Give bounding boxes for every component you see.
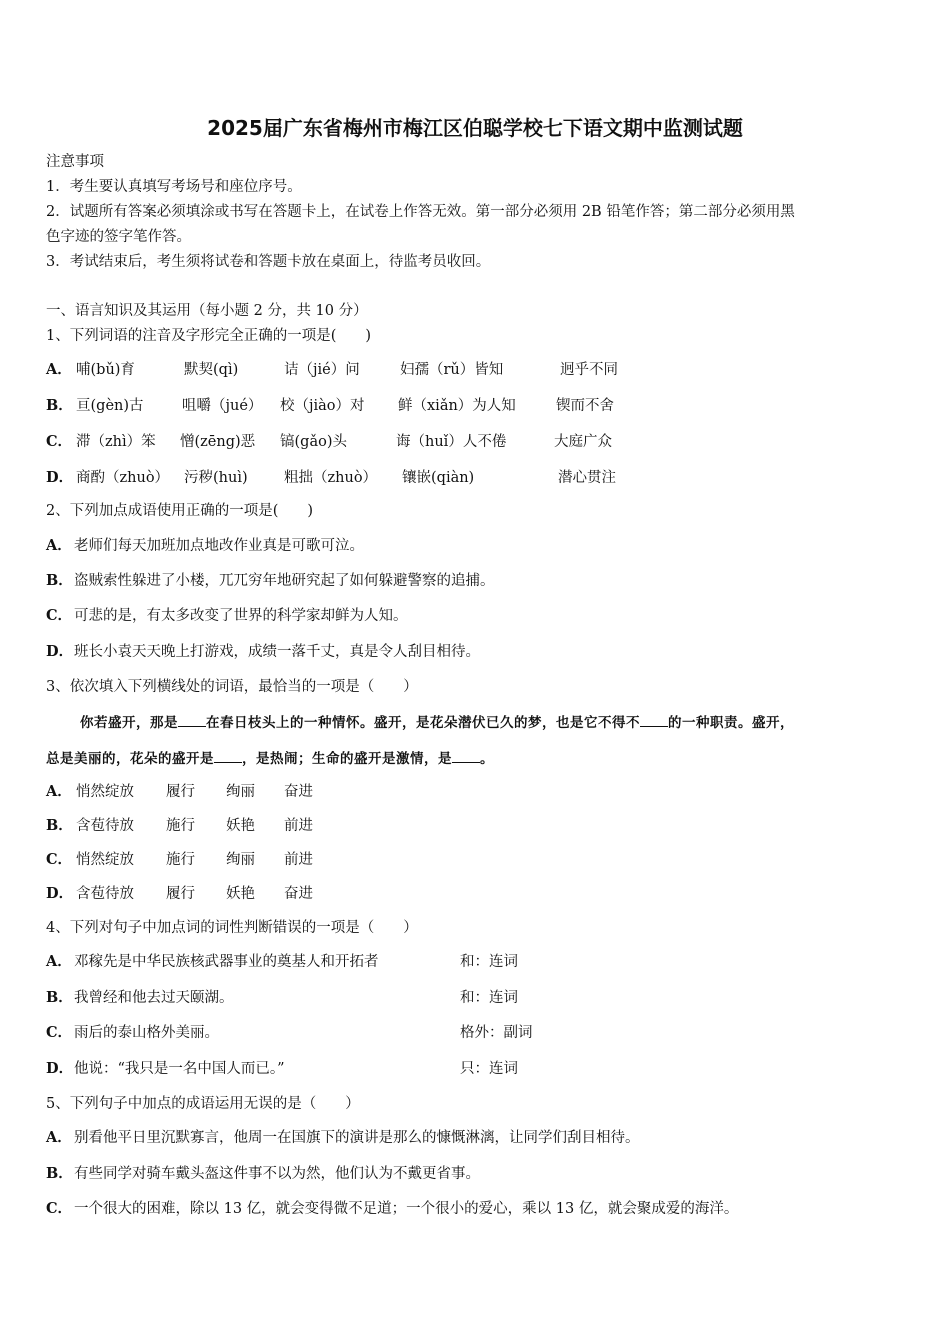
fill-blank <box>640 712 668 727</box>
option-item: 绚丽 <box>226 852 255 868</box>
q2-option-b <box>46 571 495 591</box>
option-item: 咀嚼（jué） <box>182 398 263 414</box>
option-label: B． <box>46 397 73 414</box>
option-text: 有些同学对骑车戴头盔这件事不以为然，他们认为不戴更省事。 <box>74 1166 480 1182</box>
option-text: 他说：“我只是一名中国人而已。” <box>74 1061 285 1077</box>
q5-option-a <box>46 1128 640 1148</box>
option-label: D． <box>46 643 74 660</box>
option-label: A． <box>46 537 72 554</box>
option-label: A． <box>46 1129 72 1146</box>
option-text: 老师们每天加班加点地改作业真是可歌可泣。 <box>74 538 364 554</box>
option-text: 邓稼先是中华民族核武器事业的奠基人和开拓者 <box>74 954 379 970</box>
option-item: 污秽(huì) <box>184 470 248 486</box>
question-stem: 2、下列加点成语使用正确的一项是( ) <box>46 503 314 519</box>
option-item: 履行 <box>166 784 195 800</box>
option-label: C． <box>46 433 73 450</box>
option-item: 施行 <box>166 818 195 834</box>
option-item: 履行 <box>166 886 195 902</box>
option-item: 奋进 <box>284 886 313 902</box>
option-text: 一个很大的困难，除以 13 亿，就会变得微不足道；一个很小的爱心，乘以 13 亿，就会聚成爱的海洋。 <box>74 1201 739 1217</box>
option-item: 诘（jié）问 <box>284 362 360 378</box>
passage-text: 在春日枝头上的一种情怀。盛开，是花朵潜伏已久的梦，也是它不得不 <box>206 715 640 731</box>
option-label: B． <box>46 989 73 1006</box>
fill-blank <box>178 712 206 727</box>
option-item: 前进 <box>284 818 313 834</box>
option-row <box>46 952 379 972</box>
q2-option-d <box>46 642 480 662</box>
option-item: 绚丽 <box>226 784 255 800</box>
passage-text: 。 <box>480 751 494 767</box>
option-text: 可悲的是，有太多改变了世界的科学家却鲜为人知。 <box>74 608 408 624</box>
option-label: A． <box>46 953 72 970</box>
option-item: 妖艳 <box>226 818 255 834</box>
option-item: 前进 <box>284 852 313 868</box>
option-item: 憎(zēng)恶 <box>180 434 256 450</box>
option-label: D． <box>46 885 74 902</box>
option-label: B． <box>46 1165 73 1182</box>
q5-option-b <box>46 1164 480 1184</box>
option-item: 奋进 <box>284 784 313 800</box>
option-text: 我曾经和他去过天颐湖。 <box>74 990 234 1006</box>
exam-title: 2025届广东省梅州市梅江区伯聪学校七下语文期中监测试题 <box>207 116 743 140</box>
option-label: C． <box>46 607 73 624</box>
option-item: 诲（huǐ）人不倦 <box>396 434 507 450</box>
passage-text: ，是热闹；生命的盛开是激情，是 <box>242 751 452 767</box>
option-item: 迥乎不同 <box>560 362 618 378</box>
option-answer: 只：连词 <box>460 1061 518 1077</box>
option-row <box>46 988 234 1008</box>
passage-text: 总是美丽的，花朵的盛开是 <box>46 751 214 767</box>
option-answer: 和：连词 <box>460 990 518 1006</box>
option-item: 潜心贯注 <box>558 470 616 486</box>
question-stem: 1、下列词语的注音及字形完全正确的一项是( ) <box>46 328 372 344</box>
notice-item: 3．考试结束后，考生须将试卷和答题卡放在桌面上，待监考员收回。 <box>46 254 491 270</box>
option-item: 鲜（xiǎn）为人知 <box>398 398 516 414</box>
option-label: B． <box>46 572 73 589</box>
notice-heading: 注意事项 <box>46 154 104 170</box>
option-row <box>46 1023 219 1043</box>
option-label: A． <box>46 783 72 800</box>
fill-blank <box>214 748 242 763</box>
option-label: D． <box>46 1060 74 1077</box>
option-label: B． <box>46 817 73 834</box>
passage-text: 你若盛开，那是 <box>80 715 178 731</box>
notice-item: 2．试题所有答案必须填涂或书写在答题卡上，在试卷上作答无效。第一部分必须用 2B 铅笔作答；第二部分必须用黑 <box>46 204 795 220</box>
question-stem: 4、下列对句子中加点词的词性判断错误的一项是（ ） <box>46 920 418 936</box>
option-item: 滞（zhì）笨 <box>76 434 156 450</box>
option-item: 锲而不舍 <box>556 398 614 414</box>
option-item: 哺(bǔ)育 <box>76 362 135 378</box>
question-stem: 3、依次填入下列横线处的词语，最恰当的一项是（ ） <box>46 679 418 695</box>
option-item: 含苞待放 <box>76 818 134 834</box>
q2-option-a <box>46 536 364 556</box>
section-heading: 一、语言知识及其运用（每小题 2 分，共 10 分） <box>46 303 368 319</box>
option-text: 别看他平日里沉默寡言，他周一在国旗下的演讲是那么的慷慨淋漓，让同学们刮目相待。 <box>74 1130 640 1146</box>
option-answer: 格外：副词 <box>460 1025 533 1041</box>
option-item: 商酌（zhuò） <box>76 470 170 486</box>
option-label: C． <box>46 851 73 868</box>
option-item: 镐(gǎo)头 <box>280 434 347 450</box>
option-item: 粗拙（zhuò） <box>284 470 378 486</box>
option-row <box>46 1059 285 1079</box>
question-stem: 5、下列句子中加点的成语运用无误的是（ ） <box>46 1096 360 1112</box>
option-text: 盗贼索性躲进了小楼，兀兀穷年地研究起了如何躲避警察的追捕。 <box>74 573 495 589</box>
option-item: 施行 <box>166 852 195 868</box>
option-label: C． <box>46 1024 73 1041</box>
option-item: 悄然绽放 <box>76 784 134 800</box>
fill-blank <box>452 748 480 763</box>
q2-option-c <box>46 606 408 626</box>
option-item: 镶嵌(qiàn) <box>402 470 475 486</box>
option-item: 默契(qì) <box>184 362 239 378</box>
option-item: 大庭广众 <box>554 434 612 450</box>
option-item: 含苞待放 <box>76 886 134 902</box>
option-item: 妇孺（rǔ）皆知 <box>400 362 504 378</box>
option-label: C． <box>46 1200 73 1217</box>
q3-passage-line-1 <box>80 712 794 733</box>
option-item: 妖艳 <box>226 886 255 902</box>
notice-item: 色字迹的签字笔作答。 <box>46 229 191 245</box>
option-label: A． <box>46 361 72 378</box>
option-text: 雨后的泰山格外美丽。 <box>74 1025 219 1041</box>
option-item: 悄然绽放 <box>76 852 134 868</box>
passage-text: 的一种职责。盛开， <box>668 715 794 731</box>
q3-passage-line-2 <box>46 748 494 769</box>
q5-option-c <box>46 1199 738 1219</box>
option-label: D． <box>46 469 74 486</box>
notice-item: 1．考生要认真填写考场号和座位序号。 <box>46 179 302 195</box>
option-answer: 和：连词 <box>460 954 518 970</box>
option-text: 班长小袁天天晚上打游戏，成绩一落千丈，真是令人刮目相待。 <box>74 644 480 660</box>
option-item: 校（jiào）对 <box>280 398 365 414</box>
option-item: 亘(gèn)古 <box>76 398 144 414</box>
